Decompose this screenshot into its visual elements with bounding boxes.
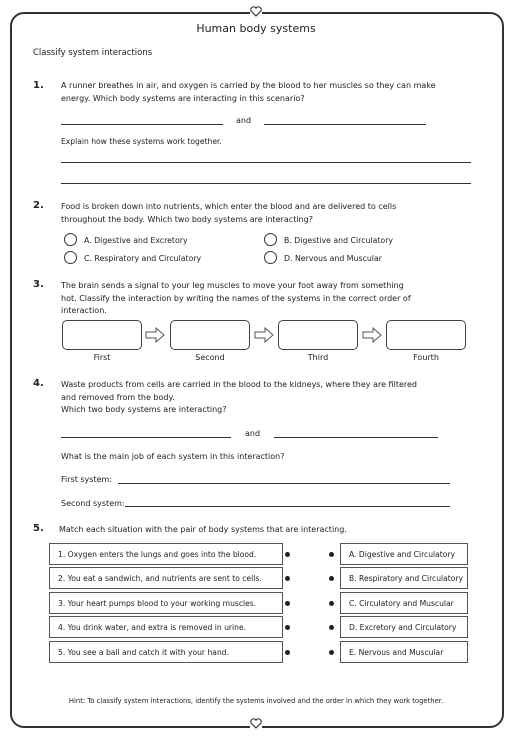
sequence-label-second: Second bbox=[195, 353, 225, 362]
main-job-prompt: What is the main job of each system in this interaction? bbox=[61, 452, 285, 461]
option-d-label: D. Nervous and Muscular bbox=[284, 254, 382, 263]
second-system-label: Second system: bbox=[61, 499, 125, 508]
match-dot-right[interactable] bbox=[329, 625, 334, 630]
option-b-label: B. Digestive and Circulatory bbox=[284, 236, 394, 245]
match-dot-right[interactable] bbox=[329, 650, 334, 655]
question-1-text: A runner breathes in air, and oxygen is carried by the blood to her muscles so they can make energy. Which body systems are interacting in this scenario? bbox=[61, 81, 436, 103]
question-4-number: 4. bbox=[33, 378, 44, 389]
first-system-label: First system: bbox=[61, 475, 112, 484]
option-c-label: C. Respiratory and Circulatory bbox=[84, 254, 202, 263]
pair-row: B. Respiratory and Circulatory bbox=[340, 567, 468, 589]
situation-row: 3. Your heart pumps blood to your working muscles. bbox=[49, 592, 283, 614]
situation-row: 4. You drink water, and extra is removed in urine. bbox=[49, 616, 283, 638]
answer-line-system-1[interactable] bbox=[61, 437, 231, 438]
answer-line-system-2[interactable] bbox=[274, 437, 438, 438]
match-dot-left[interactable] bbox=[285, 625, 290, 630]
sequence-box-third[interactable] bbox=[278, 320, 358, 350]
first-system-line[interactable] bbox=[118, 483, 450, 484]
page-subtitle: Classify system interactions bbox=[33, 48, 153, 58]
situation-row: 5. You see a ball and catch it with your hand. bbox=[49, 641, 283, 663]
option-a-label: A. Digestive and Excretory bbox=[84, 236, 188, 245]
radio-option-c[interactable] bbox=[64, 251, 77, 264]
question-3-number: 3. bbox=[33, 279, 44, 290]
pair-row: A. Digestive and Circulatory bbox=[340, 543, 468, 565]
situation-row: 2. You eat a sandwich, and nutrients are sent to cells. bbox=[49, 567, 283, 589]
pair-row: D. Excretory and Circulatory bbox=[340, 616, 468, 638]
answer-line-system-2[interactable] bbox=[264, 124, 426, 125]
arrow-right-icon bbox=[362, 327, 382, 343]
radio-option-d[interactable] bbox=[264, 251, 277, 264]
match-dot-left[interactable] bbox=[285, 601, 290, 606]
match-dot-left[interactable] bbox=[285, 576, 290, 581]
match-dot-right[interactable] bbox=[329, 576, 334, 581]
heart-icon bbox=[250, 6, 262, 17]
arrow-right-icon bbox=[145, 327, 165, 343]
question-3-text: The brain sends a signal to your leg muscles to move your foot away from something hot. Classify the interaction by writing the names of the systems in the correct order of interaction. bbox=[61, 281, 411, 315]
explain-prompt: Explain how these systems work together. bbox=[61, 137, 222, 146]
pair-row: E. Nervous and Muscular bbox=[340, 641, 468, 663]
sequence-label-fourth: Fourth bbox=[413, 353, 439, 362]
sequence-label-third: Third bbox=[307, 353, 329, 362]
heart-icon bbox=[250, 718, 262, 729]
sequence-box-first[interactable] bbox=[62, 320, 142, 350]
match-dot-right[interactable] bbox=[329, 552, 334, 557]
sequence-box-second[interactable] bbox=[170, 320, 250, 350]
pair-row: C. Circulatory and Muscular bbox=[340, 592, 468, 614]
question-4-prompt: Which two body systems are interacting? bbox=[61, 405, 227, 414]
second-system-line[interactable] bbox=[125, 506, 450, 507]
page-title: Human body systems bbox=[196, 22, 316, 35]
sequence-box-fourth[interactable] bbox=[386, 320, 466, 350]
radio-option-a[interactable] bbox=[64, 233, 77, 246]
match-dot-left[interactable] bbox=[285, 552, 290, 557]
question-4-text: Waste products from cells are carried in the blood to the kidneys, where they are filtered and removed from the body. bbox=[61, 380, 417, 402]
arrow-right-icon bbox=[254, 327, 274, 343]
explain-line-1[interactable] bbox=[61, 162, 471, 163]
question-5-text: Match each situation with the pair of body systems that are interacting. bbox=[59, 525, 347, 534]
hint-text: Hint: To classify system interactions, identify the systems involved and the order in which they work together. bbox=[68, 697, 444, 705]
question-2-number: 2. bbox=[33, 200, 44, 211]
situation-row: 1. Oxygen enters the lungs and goes into the blood. bbox=[49, 543, 283, 565]
and-label: and bbox=[245, 429, 261, 438]
answer-line-system-1[interactable] bbox=[61, 124, 223, 125]
radio-option-b[interactable] bbox=[264, 233, 277, 246]
question-5-number: 5. bbox=[33, 523, 44, 534]
question-2-text: Food is broken down into nutrients, which enter the blood and are delivered to cells throughout the body. Which two body systems are interacting? bbox=[61, 202, 397, 224]
sequence-label-first: First bbox=[93, 353, 111, 362]
match-dot-right[interactable] bbox=[329, 601, 334, 606]
explain-line-2[interactable] bbox=[61, 183, 471, 184]
and-label: and bbox=[236, 116, 252, 125]
match-dot-left[interactable] bbox=[285, 650, 290, 655]
question-1-number: 1. bbox=[33, 80, 44, 91]
